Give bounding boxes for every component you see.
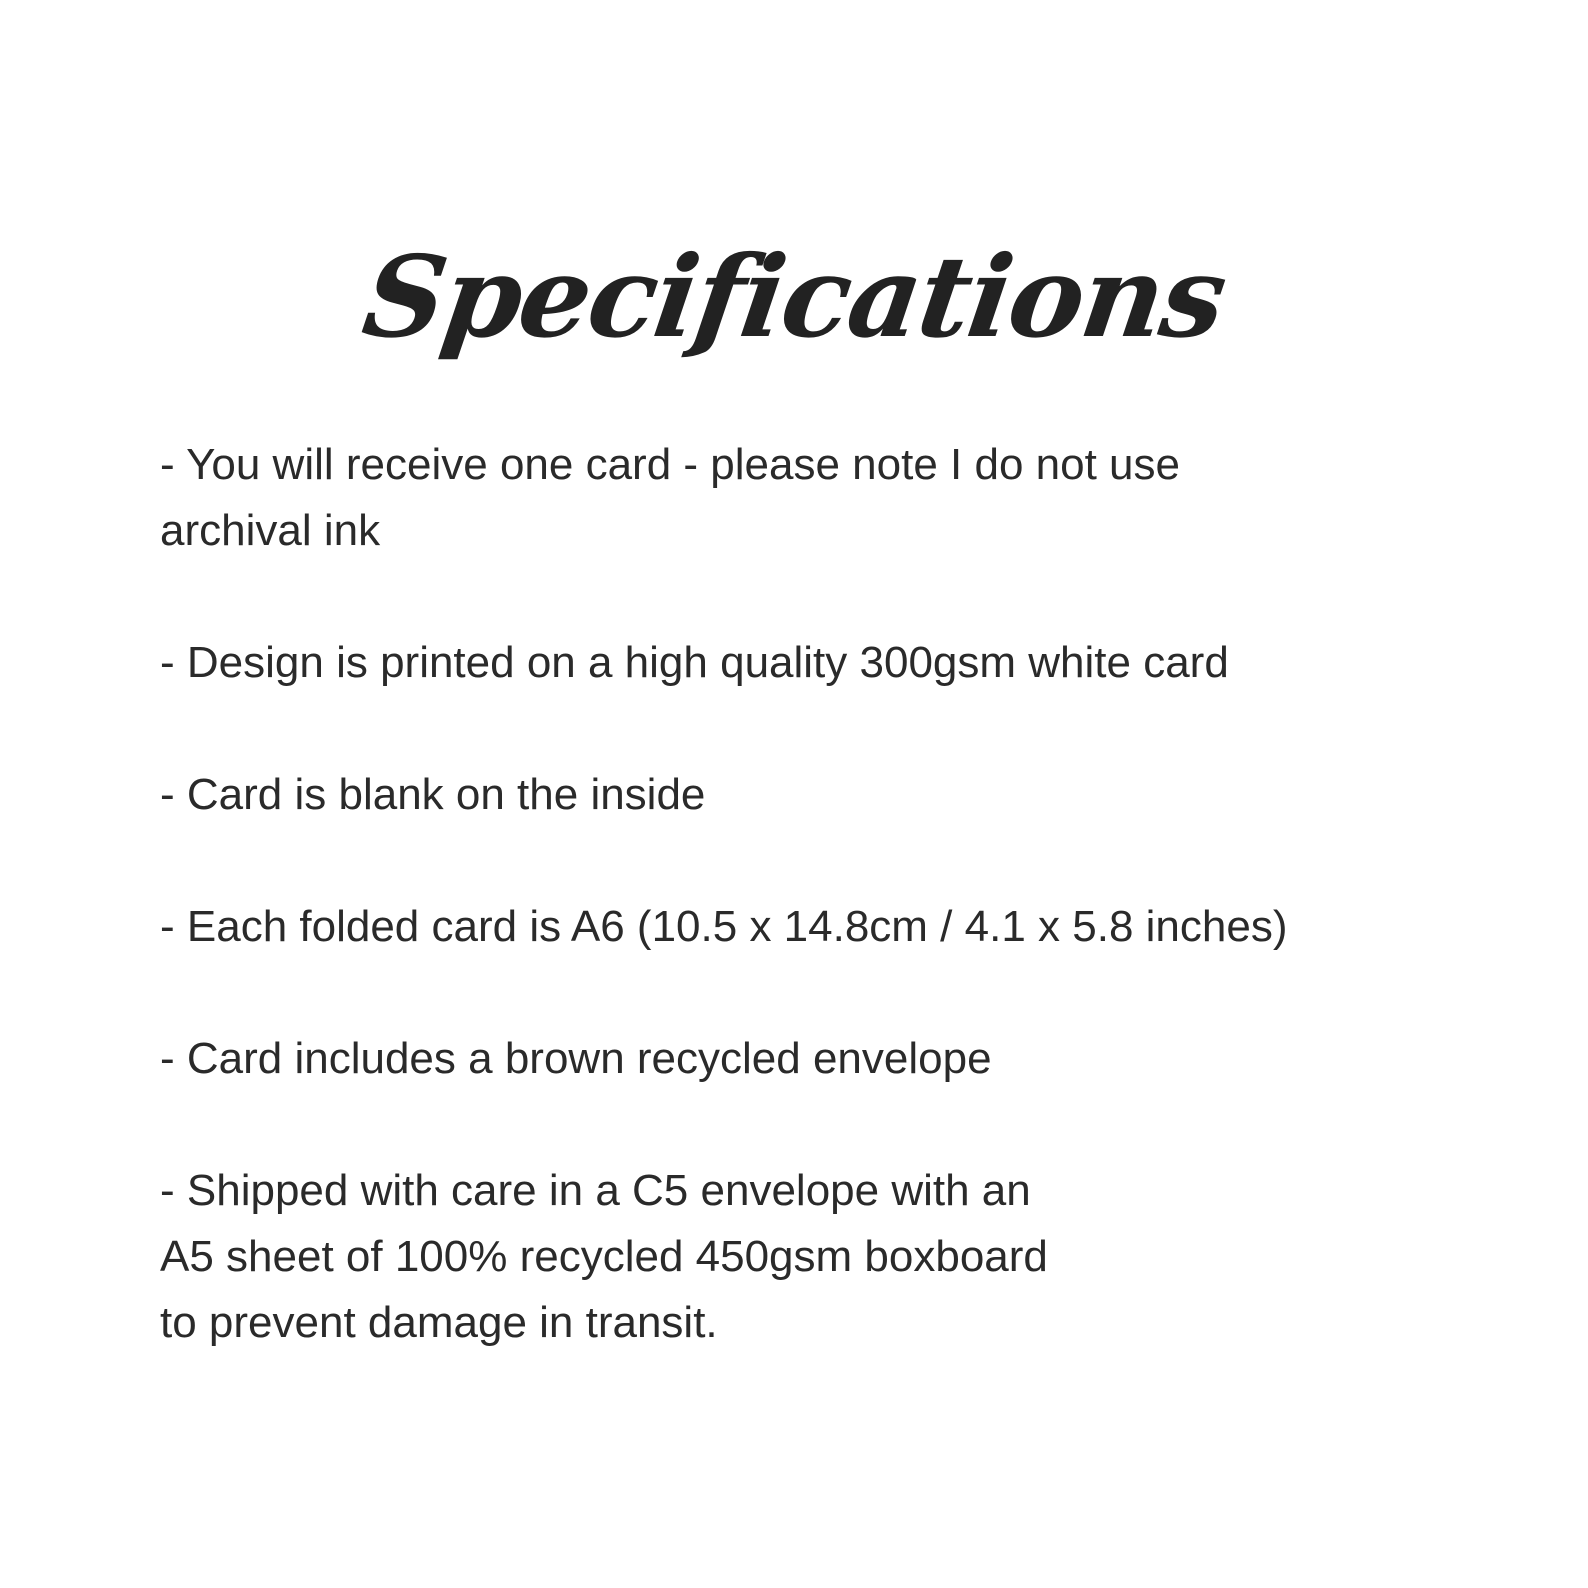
list-item-line: - Card is blank on the inside <box>160 770 706 819</box>
list-item-line: - Each folded card is A6 (10.5 x 14.8cm / 4.1 x 5.8 inches) <box>160 902 1288 951</box>
list-item-line: A5 sheet of 100% recycled 450gsm boxboard <box>160 1232 1048 1281</box>
list-item <box>160 762 1460 828</box>
list-item-line: to prevent damage in transit. <box>160 1298 718 1347</box>
list-item-line: - Design is printed on a high quality 300gsm white card <box>160 638 1229 687</box>
list-item-line: - Shipped with care in a C5 envelope with an <box>160 1166 1031 1215</box>
list-item <box>160 1026 1460 1092</box>
list-item <box>160 894 1460 960</box>
list-item <box>160 1158 1460 1356</box>
specifications-list <box>160 432 1460 1422</box>
list-item <box>160 432 1460 564</box>
list-item <box>160 630 1460 696</box>
list-item-line: - You will receive one card - please note I do not use <box>160 440 1180 489</box>
list-item-line: archival ink <box>160 506 381 555</box>
page-title: Specifications <box>355 232 1233 363</box>
list-item-line: - Card includes a brown recycled envelope <box>160 1034 992 1083</box>
